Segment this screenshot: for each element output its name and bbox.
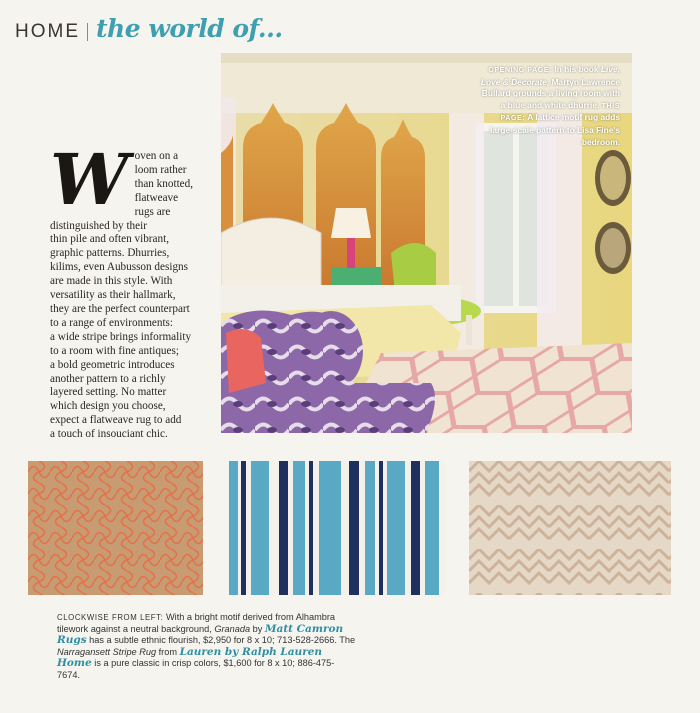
article-body	[50, 138, 220, 442]
article-line: another pattern to a richly	[50, 372, 166, 385]
rug-caption: CLOCKWISE FROM LEFT: With a bright motif derived from Alhambra tilework against a neutral background, Granada by Matt Camron Rugs has a subtle ethnic flourish, $2,950 for 8 x 10; 713-528-2666. The Narragansett Stripe Rug from Lauren by Ralph Lauren Home is a pure classic in crisp colors, $1,600 for 8 x 10; 886-475-7674.	[57, 612, 356, 680]
article-line: they are the perfect counterpart	[50, 302, 190, 315]
drop-cap: W	[50, 138, 129, 221]
brand-ralph-lauren: Lauren by Ralph Lauren Home	[57, 645, 323, 670]
article-line: a wide stripe brings informality	[50, 330, 192, 343]
page-header	[15, 14, 283, 50]
photo-caption: OPENING PAGE: In his book Live, Love & Decorate, Martyn Lawrence Bullard grounds a living room with a blue and white dhurrie. THIS PAGE: A lattice motif rug adds large-scale pattern to Lisa Fine's bedroom.	[480, 64, 620, 147]
feature-title: the world of...	[96, 14, 283, 43]
article-line: than knotted,	[134, 177, 194, 190]
article-line: expect a flatweave rug to add	[50, 414, 182, 427]
article-line: versatility as their hallmark,	[50, 289, 176, 302]
article-line: flatweave	[134, 191, 179, 204]
granada-rug-swatch	[28, 461, 203, 595]
article-line: layered setting. No matter	[50, 386, 167, 399]
article-line: loom rather	[134, 163, 187, 176]
article-line: a touch of insouciant chic.	[50, 428, 168, 441]
brand-matt-camron: Matt Camron Rugs	[57, 622, 344, 647]
article-line: to a room with fine antiques;	[50, 344, 179, 357]
article-line: rugs are distinguished by their	[50, 205, 171, 232]
article-line: oven on a	[134, 150, 179, 162]
article-line: a bold geometric introduces	[50, 358, 175, 371]
narragansett-stripe-rug-swatch	[229, 461, 445, 595]
section-label: HOME	[15, 21, 80, 42]
header-divider	[87, 23, 88, 41]
article-line: are made in this style. With	[50, 275, 173, 288]
article-line: to a range of environments:	[50, 316, 174, 329]
flourish-rug-swatch	[469, 461, 671, 595]
article-line: kilims, even Aubusson designs	[50, 261, 188, 274]
article-line: thin pile and often vibrant,	[50, 233, 169, 246]
article-line: graphic patterns. Dhurries,	[50, 247, 170, 260]
article-line: which design you choose,	[50, 400, 166, 413]
